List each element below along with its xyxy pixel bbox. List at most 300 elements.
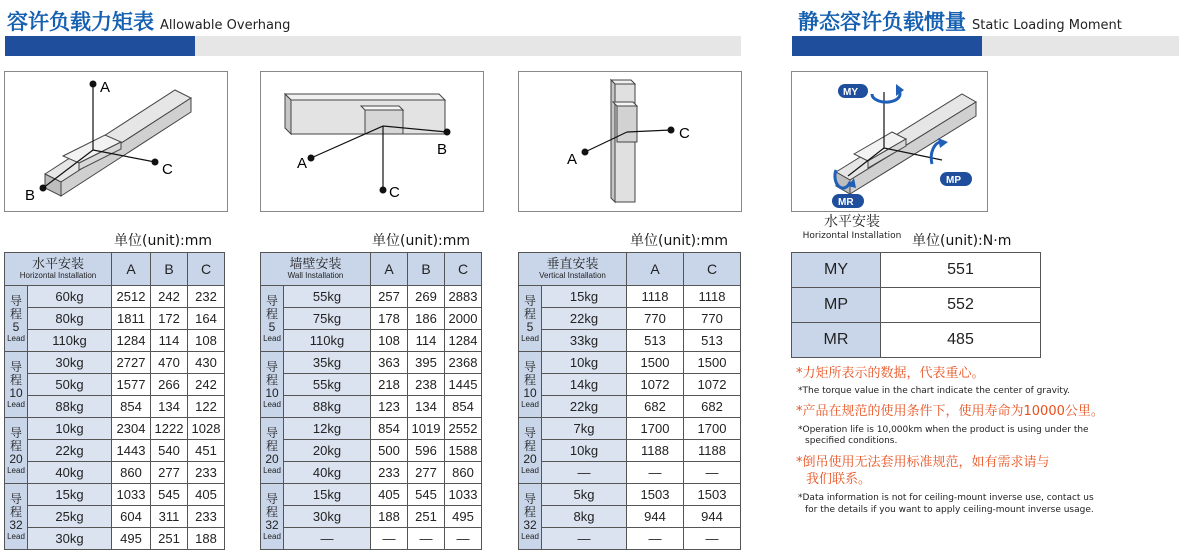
- value-cell: 1445: [445, 374, 482, 396]
- install-header-cn: 垂直安装: [546, 256, 599, 271]
- weight-cell: 15kg: [28, 484, 112, 506]
- weight-cell: 22kg: [542, 396, 627, 418]
- weight-cell: 12kg: [284, 418, 371, 440]
- value-cell: 266: [151, 374, 188, 396]
- table-row: [519, 374, 741, 396]
- table-row: [261, 440, 482, 462]
- value-cell: 134: [151, 396, 188, 418]
- value-cell: 108: [371, 330, 408, 352]
- weight-cell: 7kg: [542, 418, 627, 440]
- value-cell: 1284: [445, 330, 482, 352]
- value-cell: 134: [408, 396, 445, 418]
- lead-en: Lead: [7, 465, 25, 475]
- value-cell: 2883: [445, 286, 482, 308]
- weight-cell: 40kg: [28, 462, 112, 484]
- lead-en: Lead: [263, 465, 281, 475]
- note-en-3b: for the details if you want to apply ceiling-mount inverse usage.: [805, 505, 1094, 515]
- table-row: [5, 374, 225, 396]
- moment-row: [792, 323, 1041, 358]
- weight-cell: 20kg: [284, 440, 371, 462]
- value-cell: 604: [112, 506, 151, 528]
- table-row: [5, 286, 225, 308]
- install-header-cn: 水平安装: [31, 256, 84, 271]
- weight-cell: 110kg: [284, 330, 371, 352]
- weight-cell: —: [284, 528, 371, 550]
- lead-number: 10: [523, 385, 537, 400]
- label-c: C: [162, 161, 173, 178]
- weight-cell: 15kg: [284, 484, 371, 506]
- weight-cell: 25kg: [28, 506, 112, 528]
- table-row: [5, 308, 225, 330]
- table-row: [261, 308, 482, 330]
- weight-cell: 8kg: [542, 506, 627, 528]
- column-header: C: [684, 253, 741, 286]
- moment-diagram: [791, 71, 988, 212]
- value-cell: 188: [371, 506, 408, 528]
- label-c: C: [389, 184, 400, 201]
- table-row: [519, 352, 741, 374]
- lead-en: Lead: [263, 399, 281, 409]
- lead-char: 程: [265, 306, 278, 321]
- value-cell: 1811: [112, 308, 151, 330]
- value-cell: 123: [371, 396, 408, 418]
- value-cell: —: [627, 462, 684, 484]
- lead-en: Lead: [263, 531, 281, 541]
- moment-table: [791, 252, 1041, 358]
- table-row: [519, 484, 741, 506]
- lead-cell: [261, 286, 284, 352]
- weight-cell: 88kg: [284, 396, 371, 418]
- weight-cell: 80kg: [28, 308, 112, 330]
- lead-char: 程: [523, 504, 536, 519]
- lead-cell: [5, 286, 28, 352]
- value-cell: 513: [627, 330, 684, 352]
- value-cell: 1188: [627, 440, 684, 462]
- overhang-title-cn: 容许负载力矩表: [7, 10, 154, 34]
- table-row: [261, 330, 482, 352]
- value-cell: 405: [188, 484, 225, 506]
- column-header: C: [445, 253, 482, 286]
- moment-value: 551: [881, 253, 1041, 288]
- value-cell: 114: [408, 330, 445, 352]
- value-cell: 1500: [684, 352, 741, 374]
- lead-char: 程: [523, 306, 536, 321]
- lead-char: 导: [265, 293, 278, 308]
- value-cell: 860: [112, 462, 151, 484]
- value-cell: 500: [371, 440, 408, 462]
- value-cell: 682: [684, 396, 741, 418]
- value-cell: 1072: [627, 374, 684, 396]
- lead-char: 导: [265, 491, 278, 506]
- moment-key: MP: [792, 288, 881, 323]
- lead-cell: [261, 352, 284, 418]
- table-row: [519, 418, 741, 440]
- table-row: [5, 484, 225, 506]
- moment-install-cn: 水平安装: [824, 214, 880, 230]
- lead-en: Lead: [7, 531, 25, 541]
- weight-cell: 88kg: [28, 396, 112, 418]
- weight-cell: 50kg: [28, 374, 112, 396]
- install-header: [5, 253, 112, 286]
- table-row: [261, 462, 482, 484]
- value-cell: 232: [188, 286, 225, 308]
- lead-char: 程: [9, 504, 22, 519]
- lead-en: Lead: [521, 399, 539, 409]
- lead-number: 5: [12, 319, 20, 334]
- value-cell: 277: [408, 462, 445, 484]
- weight-cell: 55kg: [284, 286, 371, 308]
- value-cell: 1118: [627, 286, 684, 308]
- table-row: [519, 440, 741, 462]
- lead-cell: [519, 418, 542, 484]
- value-cell: 451: [188, 440, 225, 462]
- moment-title-cn: 静态容许负载惯量: [798, 10, 966, 34]
- value-cell: —: [684, 462, 741, 484]
- value-cell: 233: [188, 506, 225, 528]
- lead-cell: [261, 484, 284, 550]
- column-header: B: [151, 253, 188, 286]
- table-row: [5, 330, 225, 352]
- moment-title-en: Static Loading Moment: [972, 18, 1122, 33]
- weight-cell: 5kg: [542, 484, 627, 506]
- weight-cell: —: [542, 528, 627, 550]
- value-cell: 2304: [112, 418, 151, 440]
- note-en-2a: *Operation life is 10,000km when the product is using under the: [798, 425, 1089, 435]
- value-cell: 2368: [445, 352, 482, 374]
- note-en-1: *The torque value in the chart indicate the center of gravity.: [798, 386, 1070, 396]
- weight-cell: 30kg: [28, 352, 112, 374]
- value-cell: 164: [188, 308, 225, 330]
- label-mp: MP: [946, 175, 961, 186]
- lead-char: 导: [265, 359, 278, 374]
- table-row: [519, 396, 741, 418]
- column-header: B: [408, 253, 445, 286]
- value-cell: 1033: [445, 484, 482, 506]
- install-header-en: Horizontal Installation: [19, 271, 97, 280]
- value-cell: 242: [151, 286, 188, 308]
- lead-char: 导: [265, 425, 278, 440]
- value-cell: —: [445, 528, 482, 550]
- value-cell: 405: [371, 484, 408, 506]
- value-cell: —: [684, 528, 741, 550]
- table-row: [5, 352, 225, 374]
- lead-char: 导: [523, 425, 536, 440]
- weight-cell: —: [542, 462, 627, 484]
- value-cell: 2727: [112, 352, 151, 374]
- value-cell: 596: [408, 440, 445, 462]
- value-cell: 257: [371, 286, 408, 308]
- value-cell: 1072: [684, 374, 741, 396]
- overhang-title: [7, 6, 290, 36]
- weight-cell: 22kg: [542, 308, 627, 330]
- value-cell: 178: [371, 308, 408, 330]
- overhang-title-en: Allowable Overhang: [160, 18, 291, 33]
- value-cell: 854: [112, 396, 151, 418]
- value-cell: 1118: [684, 286, 741, 308]
- lead-en: Lead: [521, 333, 539, 343]
- value-cell: 311: [151, 506, 188, 528]
- table-row: [261, 352, 482, 374]
- table-row: [261, 528, 482, 550]
- lead-char: 程: [523, 372, 536, 387]
- value-cell: 470: [151, 352, 188, 374]
- note-cn-3b: 我们联系。: [806, 472, 872, 487]
- value-cell: 108: [188, 330, 225, 352]
- column-header: A: [627, 253, 684, 286]
- value-cell: 172: [151, 308, 188, 330]
- value-cell: 1033: [112, 484, 151, 506]
- lead-number: 32: [9, 517, 23, 532]
- lead-cell: [519, 286, 542, 352]
- value-cell: 1503: [627, 484, 684, 506]
- install-header-cn: 墙壁安装: [289, 256, 342, 271]
- value-cell: 513: [684, 330, 741, 352]
- lead-number: 5: [268, 319, 276, 334]
- value-cell: 1222: [151, 418, 188, 440]
- weight-cell: 60kg: [28, 286, 112, 308]
- value-cell: 395: [408, 352, 445, 374]
- value-cell: 495: [112, 528, 151, 550]
- unit-label: 单位(unit):mm: [372, 233, 471, 249]
- lead-en: Lead: [7, 399, 25, 409]
- table-row: [519, 528, 741, 550]
- weight-cell: 22kg: [28, 440, 112, 462]
- lead-cell: [519, 352, 542, 418]
- table-header-row: [519, 253, 741, 286]
- moment-install-label: [800, 214, 904, 241]
- table-row: [5, 418, 225, 440]
- value-cell: 2000: [445, 308, 482, 330]
- lead-number: 10: [9, 385, 23, 400]
- value-cell: 233: [371, 462, 408, 484]
- lead-number: 20: [265, 451, 279, 466]
- lead-char: 程: [265, 504, 278, 519]
- value-cell: 540: [151, 440, 188, 462]
- value-cell: 2552: [445, 418, 482, 440]
- install-header-en: Vertical Installation: [539, 271, 606, 280]
- column-header: A: [112, 253, 151, 286]
- lead-char: 程: [9, 438, 22, 453]
- lead-char: 程: [9, 306, 22, 321]
- value-cell: 1028: [188, 418, 225, 440]
- lead-char: 导: [9, 293, 22, 308]
- value-cell: —: [371, 528, 408, 550]
- label-b: B: [25, 187, 36, 204]
- lead-cell: [5, 418, 28, 484]
- label-b: B: [437, 141, 448, 158]
- value-cell: 1588: [445, 440, 482, 462]
- value-cell: 1500: [627, 352, 684, 374]
- table-row: [261, 396, 482, 418]
- column-header: C: [188, 253, 225, 286]
- table-row: [519, 286, 741, 308]
- table-header-row: [5, 253, 225, 286]
- lead-char: 导: [9, 425, 22, 440]
- value-cell: 238: [408, 374, 445, 396]
- note-cn-3: *倒吊使用无法套用标准规范，如有需求请与: [796, 455, 1050, 470]
- value-cell: 277: [151, 462, 188, 484]
- value-cell: 545: [408, 484, 445, 506]
- horizontal-table: [4, 252, 225, 550]
- lead-number: 20: [9, 451, 23, 466]
- table-row: [519, 506, 741, 528]
- install-header-en: Wall Installation: [287, 271, 344, 280]
- lead-cell: [519, 484, 542, 550]
- lead-char: 导: [523, 293, 536, 308]
- value-cell: 854: [445, 396, 482, 418]
- table-row: [261, 418, 482, 440]
- value-cell: 242: [188, 374, 225, 396]
- value-cell: 1019: [408, 418, 445, 440]
- moment-key: MR: [792, 323, 881, 358]
- table-row: [519, 462, 741, 484]
- weight-cell: 35kg: [284, 352, 371, 374]
- weight-cell: 40kg: [284, 462, 371, 484]
- value-cell: 269: [408, 286, 445, 308]
- weight-cell: 30kg: [284, 506, 371, 528]
- lead-number: 32: [265, 517, 279, 532]
- value-cell: 251: [151, 528, 188, 550]
- wall-table: [260, 252, 482, 550]
- lead-en: Lead: [521, 531, 539, 541]
- label-my: MY: [843, 87, 858, 98]
- value-cell: 1443: [112, 440, 151, 462]
- lead-char: 程: [523, 438, 536, 453]
- value-cell: 233: [188, 462, 225, 484]
- note-en-2b: specified conditions.: [805, 436, 898, 446]
- lead-char: 程: [265, 438, 278, 453]
- table-row: [5, 528, 225, 550]
- moment-title: [798, 6, 1122, 36]
- note-cn-2: *产品在规范的使用条件下，使用寿命为10000公里。: [796, 404, 1104, 419]
- note-cn-1: *力矩所表示的数据，代表重心。: [796, 366, 985, 381]
- moment-value: 485: [881, 323, 1041, 358]
- table-row: [5, 462, 225, 484]
- moment-install-en: Horizontal Installation: [802, 231, 902, 241]
- lead-en: Lead: [521, 465, 539, 475]
- value-cell: 682: [627, 396, 684, 418]
- lead-char: 程: [265, 372, 278, 387]
- column-header: A: [371, 253, 408, 286]
- table-row: [519, 330, 741, 352]
- moment-key: MY: [792, 253, 881, 288]
- value-cell: 188: [188, 528, 225, 550]
- lead-cell: [5, 352, 28, 418]
- weight-cell: 30kg: [28, 528, 112, 550]
- value-cell: 186: [408, 308, 445, 330]
- moment-row: [792, 288, 1041, 323]
- value-cell: 1577: [112, 374, 151, 396]
- moment-title-bar: [792, 36, 1179, 56]
- lead-number: 20: [523, 451, 537, 466]
- table-row: [5, 440, 225, 462]
- value-cell: 2512: [112, 286, 151, 308]
- lead-cell: [5, 484, 28, 550]
- table-row: [261, 484, 482, 506]
- note-en-3a: *Data information is not for ceiling-mount inverse use, contact us: [798, 493, 1094, 503]
- value-cell: —: [627, 528, 684, 550]
- lead-char: 导: [9, 359, 22, 374]
- value-cell: 854: [371, 418, 408, 440]
- unit-nm-label: 单位(unit):N·m: [912, 233, 1012, 249]
- table-row: [5, 396, 225, 418]
- lead-cell: [261, 418, 284, 484]
- label-c: C: [679, 125, 690, 142]
- install-header: [519, 253, 627, 286]
- table-row: [519, 308, 741, 330]
- value-cell: 495: [445, 506, 482, 528]
- moment-row: [792, 253, 1041, 288]
- value-cell: 944: [627, 506, 684, 528]
- value-cell: —: [408, 528, 445, 550]
- vertical-diagram: [518, 71, 742, 212]
- unit-label: 单位(unit):mm: [630, 233, 729, 249]
- table-header-row: [261, 253, 482, 286]
- table-row: [261, 506, 482, 528]
- value-cell: 1284: [112, 330, 151, 352]
- table-row: [5, 506, 225, 528]
- wall-diagram: [260, 71, 484, 212]
- vertical-table: [518, 252, 741, 550]
- label-a: A: [567, 151, 578, 168]
- value-cell: 1188: [684, 440, 741, 462]
- weight-cell: 55kg: [284, 374, 371, 396]
- weight-cell: 75kg: [284, 308, 371, 330]
- table-row: [261, 374, 482, 396]
- lead-en: Lead: [7, 333, 25, 343]
- value-cell: 251: [408, 506, 445, 528]
- weight-cell: 110kg: [28, 330, 112, 352]
- lead-number: 5: [526, 319, 534, 334]
- moment-value: 552: [881, 288, 1041, 323]
- weight-cell: 10kg: [542, 440, 627, 462]
- value-cell: 122: [188, 396, 225, 418]
- weight-cell: 33kg: [542, 330, 627, 352]
- lead-char: 导: [523, 359, 536, 374]
- value-cell: 1700: [627, 418, 684, 440]
- unit-label: 单位(unit):mm: [114, 233, 213, 249]
- horizontal-diagram: [4, 71, 228, 212]
- weight-cell: 15kg: [542, 286, 627, 308]
- lead-number: 10: [265, 385, 279, 400]
- lead-number: 32: [523, 517, 537, 532]
- lead-en: Lead: [263, 333, 281, 343]
- value-cell: 218: [371, 374, 408, 396]
- value-cell: 1700: [684, 418, 741, 440]
- lead-char: 导: [523, 491, 536, 506]
- label-a: A: [100, 79, 111, 96]
- overhang-title-bar: [5, 36, 741, 56]
- value-cell: 430: [188, 352, 225, 374]
- value-cell: 1503: [684, 484, 741, 506]
- value-cell: 363: [371, 352, 408, 374]
- value-cell: 860: [445, 462, 482, 484]
- weight-cell: 10kg: [542, 352, 627, 374]
- value-cell: 545: [151, 484, 188, 506]
- table-row: [261, 286, 482, 308]
- weight-cell: 14kg: [542, 374, 627, 396]
- label-a: A: [297, 155, 308, 172]
- lead-char: 程: [9, 372, 22, 387]
- value-cell: 114: [151, 330, 188, 352]
- value-cell: 944: [684, 506, 741, 528]
- install-header: [261, 253, 371, 286]
- lead-char: 导: [9, 491, 22, 506]
- weight-cell: 10kg: [28, 418, 112, 440]
- value-cell: 770: [684, 308, 741, 330]
- label-mr: MR: [838, 197, 854, 208]
- value-cell: 770: [627, 308, 684, 330]
